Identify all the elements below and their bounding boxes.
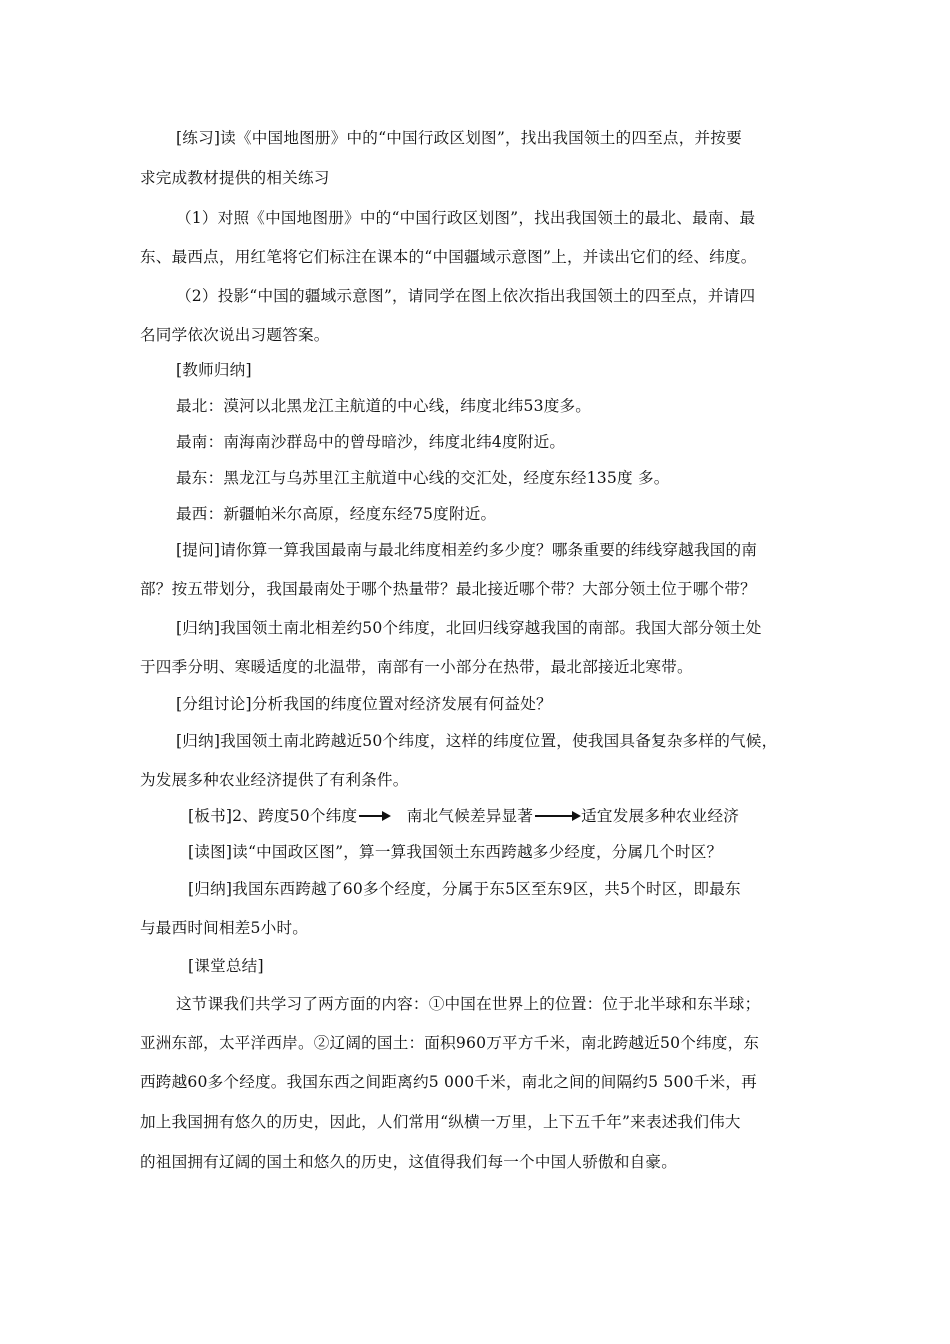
class-summary-line-4: 加上我国拥有悠久的历史，因此，人们常用“纵横一万里，上下五千年”来表述我们伟大 bbox=[140, 1113, 741, 1131]
westmost-point: 最西：新疆帕米尔高原，经度东经75度附近。 bbox=[176, 505, 497, 523]
practice-item2-line-1: （2）投影“中国的疆域示意图”，请同学在图上依次指出我国领土的四至点，并请四 bbox=[176, 287, 756, 305]
board-part-1: [板书]2、跨度50个纬度 bbox=[188, 807, 358, 825]
summary1-line-1: [归纳]我国领土南北相差约50个纬度，北回归线穿越我国的南部。我国大部分领土处 bbox=[176, 619, 762, 637]
summary3-line-1: [归纳]我国东西跨越了60多个经度，分属于东5区至东9区，共5个时区，即最东 bbox=[188, 880, 741, 898]
class-summary-line-5: 的祖国拥有辽阔的国土和悠久的历史，这值得我们每一个中国人骄傲和自豪。 bbox=[140, 1153, 677, 1171]
practice-line-1: [练习]读《中国地图册》中的“中国行政区划图”，找出我国领土的四至点，并按要 bbox=[176, 129, 742, 147]
practice-item1-line-1: （1）对照《中国地图册》中的“中国行政区划图”，找出我国领土的最北、最南、最 bbox=[176, 209, 756, 227]
eastmost-point: 最东：黑龙江与乌苏里江主航道中心线的交汇处，经度东经135度 多。 bbox=[176, 469, 670, 487]
board-part-2: 南北气候差异显著 bbox=[406, 807, 534, 825]
practice-item2-line-2: 名同学依次说出习题答案。 bbox=[140, 326, 330, 344]
class-summary-line-1: 这节课我们共学习了两方面的内容：①中国在世界上的位置：位于北半球和东半球； bbox=[176, 995, 761, 1013]
summary1-line-2: 于四季分明、寒暖适度的北温带，南部有一小部分在热带，最北部接近北寒带。 bbox=[140, 658, 693, 676]
practice-item1-line-2: 东、最西点，用红笔将它们标注在课本的“中国疆域示意图”上，并读出它们的经、纬度。 bbox=[140, 248, 757, 266]
right-arrow-icon bbox=[359, 815, 389, 817]
board-part-3: 适宜发展多种农业经济 bbox=[581, 807, 740, 825]
right-arrow-icon bbox=[535, 815, 579, 817]
read-map: [读图]读“中国政区图”，算一算我国领土东西跨越多少经度，分属几个时区？ bbox=[188, 843, 723, 861]
class-summary-heading: [课堂总结] bbox=[188, 957, 264, 975]
northmost-point: 最北：漠河以北黑龙江主航道的中心线，纬度北纬53度多。 bbox=[176, 397, 592, 415]
question-line-2: 部？按五带划分，我国最南处于哪个热量带？最北接近哪个带？大部分领土位于哪个带？ bbox=[140, 580, 756, 598]
southmost-point: 最南：南海南沙群岛中的曾母暗沙，纬度北纬4度附近。 bbox=[176, 433, 566, 451]
class-summary-line-2: 亚洲东部，太平洋西岸。②辽阔的国土：面积960万平方千米，南北跨越近50个纬度，东 bbox=[140, 1034, 760, 1052]
group-discussion: [分组讨论]分析我国的纬度位置对经济发展有何益处？ bbox=[176, 695, 552, 713]
class-summary-line-3: 西跨越60多个经度。我国东西之间距离约5 000千米，南北之间的间隔约5 500千米，再 bbox=[140, 1073, 757, 1091]
summary2-line-2: 为发展多种农业经济提供了有利条件。 bbox=[140, 771, 409, 789]
practice-line-2: 求完成教材提供的相关练习 bbox=[140, 169, 330, 187]
board-line bbox=[188, 806, 739, 826]
summary3-line-2: 与最西时间相差5小时。 bbox=[140, 919, 309, 937]
summary2-line-1: [归纳]我国领土南北跨越近50个纬度，这样的纬度位置，使我国具备复杂多样的气候， bbox=[176, 732, 778, 750]
teacher-summary-heading: [教师归纳] bbox=[176, 361, 252, 379]
question-line-1: [提问]请你算一算我国最南与最北纬度相差约多少度？哪条重要的纬线穿越我国的南 bbox=[176, 541, 758, 559]
